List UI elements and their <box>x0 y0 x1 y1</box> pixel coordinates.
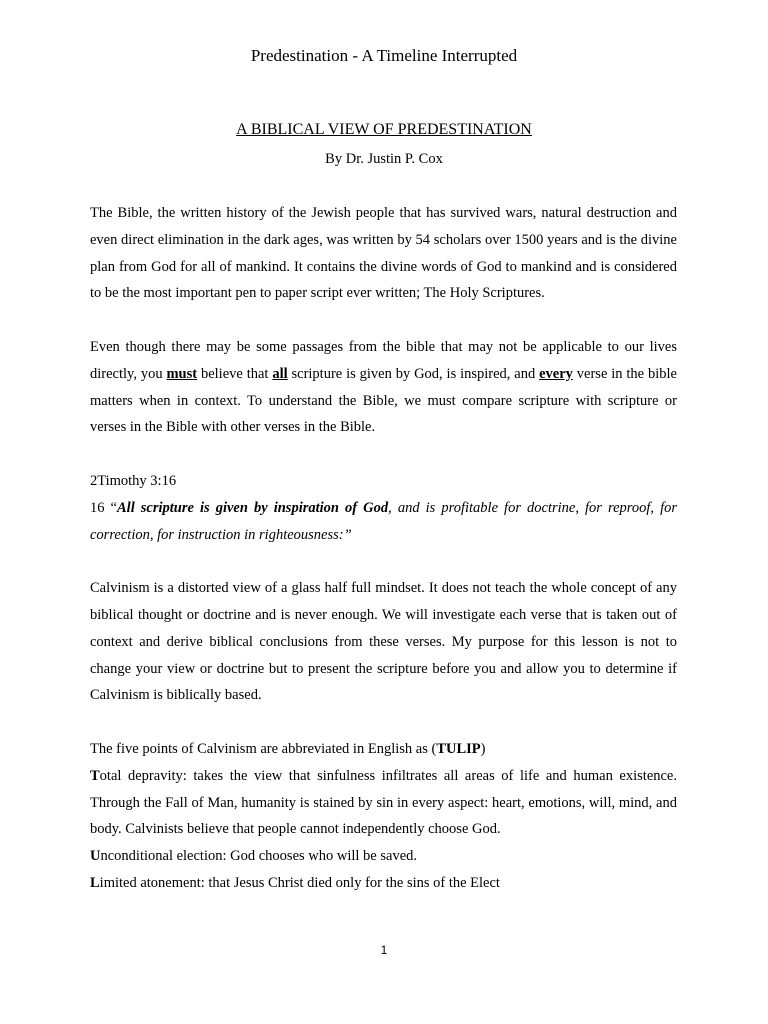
verse-quote <box>90 495 677 549</box>
verse-rest: , and is profitable for doctrine, for reproof, for correction, for instruction in righteousness:” <box>90 499 678 543</box>
verse-number: 16 “ <box>90 499 117 516</box>
emphasis-all: all <box>272 365 288 382</box>
tulip-text-l: imited atonement: that Jesus Christ died only for the sins of the Elect <box>99 874 500 891</box>
tulip-point-limited-atonement <box>90 870 677 897</box>
p2-part-a: Even though there may be some passages from the bible that may not be applicable to our lives directly, you <box>90 338 677 382</box>
document-body <box>90 200 677 897</box>
tulip-acronym: TULIP <box>436 740 481 757</box>
paragraph-calvinism: Calvinism is a distorted view of a glass half full mindset. It does not teach the whole concept of any biblical thought or doctrine and is never enough. We will investigate each verse that is taken out of context and derive biblical conclusions from these verses. My purpose for this lesson is not to change your view or doctrine but to present the scripture before you and allow you to determine if Calvinism is biblically based. <box>90 580 677 704</box>
p2-part-d: verse in the bible matters when in context. To understand the Bible, we must compare scripture with scripture or verses in the Bible with other verses in the Bible. <box>90 365 677 436</box>
tulip-intro-close: ) <box>480 740 486 757</box>
tulip-point-unconditional-election <box>90 843 677 870</box>
tulip-letter-t: T <box>90 767 100 784</box>
page-header: Predestination - A Timeline Interrupted <box>250 46 518 65</box>
author-byline: By Dr. Justin P. Cox <box>325 151 443 167</box>
paragraph-intro: The Bible, the written history of the Jewish people that has survived wars, natural destruction and even direct elimination in the dark ages, was written by 54 scholars over 1500 years and is the divine plan from God for all of mankind. It contains the divine words of God to mankind and is considered to be the most important pen to paper script ever written; The Holy Scriptures. <box>90 205 677 302</box>
tulip-letter-u: U <box>90 848 101 865</box>
tulip-point-total-depravity <box>90 763 677 843</box>
emphasis-must: must <box>166 365 198 382</box>
tulip-letter-l: L <box>90 874 100 891</box>
page-number: 1 <box>380 943 388 957</box>
emphasis-every: every <box>539 365 573 382</box>
document-title-text: A BIBLICAL VIEW OF PREDESTINATION <box>236 121 532 138</box>
document-title <box>0 121 768 139</box>
tulip-intro <box>90 736 677 763</box>
verse-reference: 2Timothy 3:16 <box>90 472 177 489</box>
verse-emphasis: All scripture is given by inspiration of God <box>117 499 389 516</box>
paragraph-scripture-context <box>90 334 677 441</box>
tulip-text-t: otal depravity: takes the view that sinfulness infiltrates all areas of life and human existence. Through the Fall of Man, humanity is stained by sin in every aspect: heart, emotions, will, mind, and body. Calvinists believe that people cannot independently choose God. <box>90 767 677 838</box>
tulip-intro-text: The five points of Calvinism are abbreviated in English as ( <box>90 740 437 757</box>
tulip-text-u: nconditional election: God chooses who will be saved. <box>100 848 417 865</box>
p2-part-c: scripture is given by God, is inspired, and <box>287 365 540 382</box>
p2-part-b: believe that <box>197 365 273 382</box>
